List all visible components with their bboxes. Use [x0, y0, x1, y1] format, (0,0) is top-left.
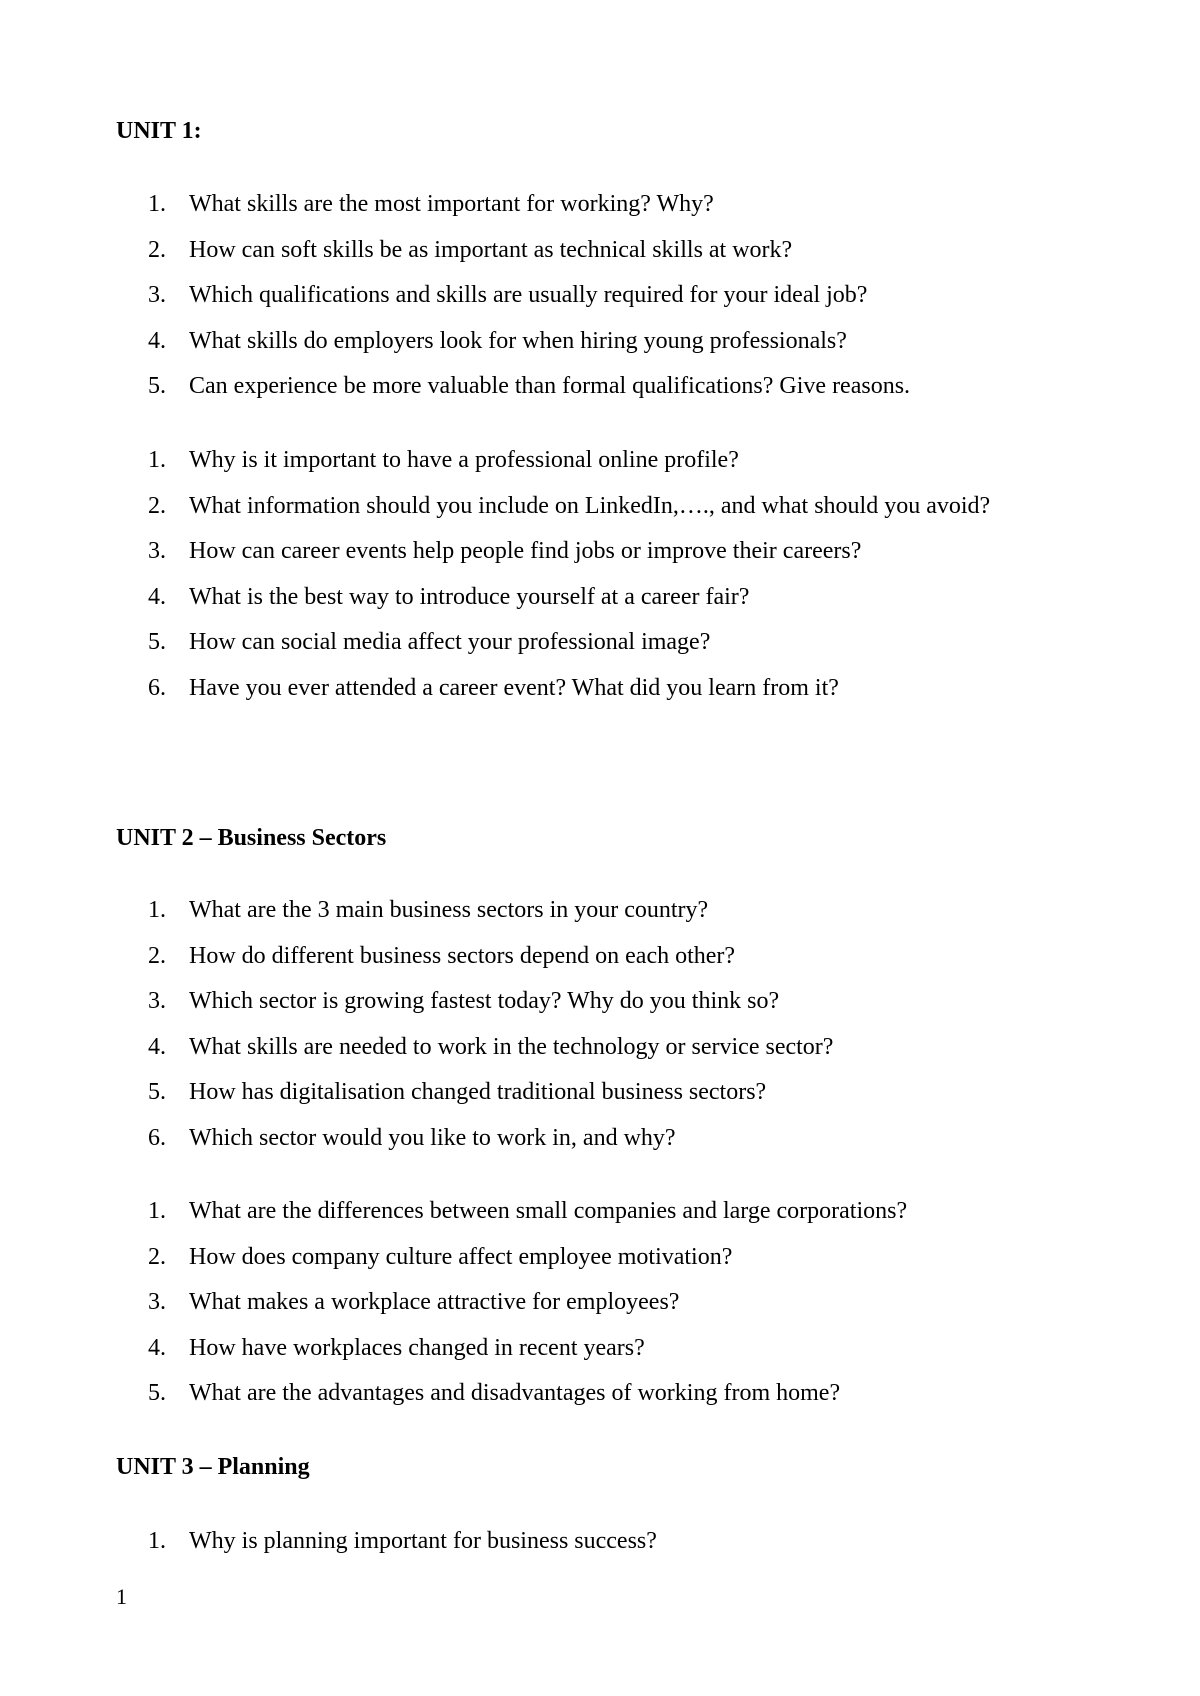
item-number: 5. [148, 629, 166, 655]
question-text: What makes a workplace attractive for employees? [189, 1289, 680, 1315]
question-text: What are the differences between small companies and large corporations? [189, 1198, 908, 1224]
item-number: 1. [148, 897, 166, 923]
question-text: What information should you include on LinkedIn,…., and what should you avoid? [189, 492, 991, 519]
item-number: 5. [148, 373, 166, 399]
item-number: 3. [148, 1289, 166, 1315]
item-number: 4. [148, 1334, 166, 1361]
item-number: 2. [148, 236, 166, 263]
question-text: How can social media affect your professional image? [189, 629, 711, 655]
question-text: What is the best way to introduce yourself at a career fair? [189, 583, 750, 610]
item-number: 4. [148, 583, 166, 610]
question-text: How has digitalisation changed traditional business sectors? [189, 1079, 767, 1105]
question-text: Can experience be more valuable than formal qualifications? Give reasons. [189, 373, 911, 399]
item-number: 3. [148, 538, 166, 564]
item-number: 3. [148, 282, 166, 308]
item-number: 6. [148, 674, 166, 701]
question-text: What skills are the most important for working? Why? [189, 191, 714, 217]
question-text: Have you ever attended a career event? What did you learn from it? [189, 674, 839, 701]
item-number: 1. [148, 191, 166, 217]
question-text: Which sector is growing fastest today? Why do you think so? [189, 988, 780, 1014]
item-number: 6. [148, 1124, 166, 1151]
question-text: How can soft skills be as important as technical skills at work? [189, 236, 793, 263]
item-number: 1. [148, 1528, 166, 1554]
item-number: 2. [148, 492, 166, 519]
item-number: 4. [148, 1033, 166, 1060]
item-number: 3. [148, 988, 166, 1014]
item-number: 5. [148, 1380, 166, 1406]
question-text: Why is it important to have a professional online profile? [189, 447, 739, 473]
unit-2-heading: UNIT 2 – Business Sectors [116, 825, 387, 851]
item-number: 2. [148, 1243, 166, 1270]
item-number: 1. [148, 1198, 166, 1224]
question-text: What skills do employers look for when hiring young professionals? [189, 327, 847, 354]
question-text: What are the 3 main business sectors in your country? [189, 897, 709, 923]
item-number: 4. [148, 327, 166, 354]
question-text: Which qualifications and skills are usually required for your ideal job? [189, 282, 868, 308]
question-text: How do different business sectors depend on each other? [189, 942, 736, 969]
item-number: 5. [148, 1079, 166, 1105]
question-text: How have workplaces changed in recent years? [189, 1334, 645, 1361]
question-text: Which sector would you like to work in, and why? [189, 1124, 676, 1151]
question-text: How can career events help people find jobs or improve their careers? [189, 538, 862, 564]
question-text: What are the advantages and disadvantages of working from home? [189, 1380, 841, 1406]
question-text: Why is planning important for business success? [189, 1528, 657, 1554]
page-number: 1 [116, 1584, 127, 1609]
unit-1-heading: UNIT 1: [116, 118, 202, 144]
item-number: 2. [148, 942, 166, 969]
question-text: What skills are needed to work in the technology or service sector? [189, 1033, 834, 1060]
item-number: 1. [148, 447, 166, 473]
unit-3-heading: UNIT 3 – Planning [116, 1454, 310, 1480]
question-text: How does company culture affect employee motivation? [189, 1243, 733, 1270]
